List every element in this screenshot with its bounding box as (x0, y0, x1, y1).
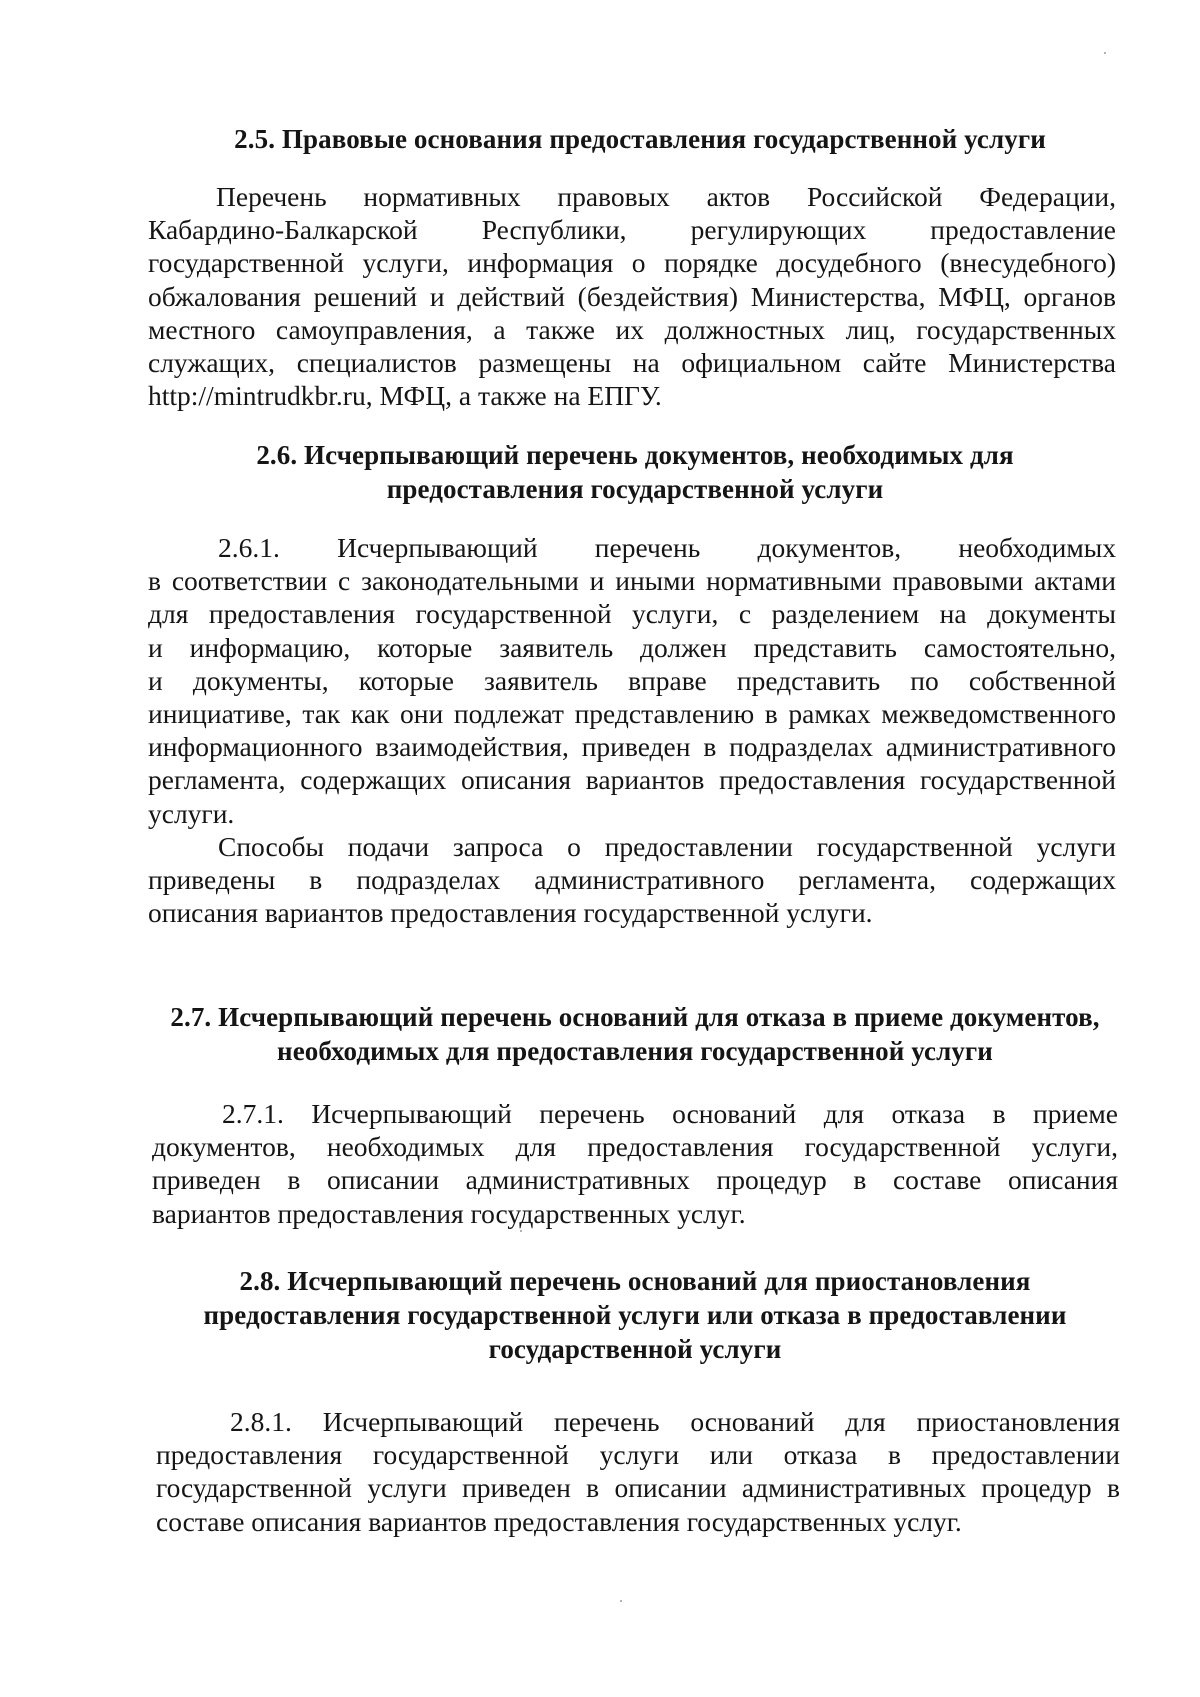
section-2-8-heading (180, 1264, 1090, 1366)
scan-speck (620, 1600, 622, 1602)
paragraph-line: инициативе, так как они подлежат представлению в рамках межведомственного (148, 698, 1116, 730)
paragraph-line: и информацию, которые заявитель должен представить самостоятельно, (148, 631, 1116, 663)
paragraph-line: местного самоуправления, а также их должностных лиц, государственных (148, 313, 1116, 345)
paragraph-line: 2.7.1. Исчерпывающий перечень оснований для отказа в приеме (222, 1098, 1118, 1129)
paragraph-line: и документы, которые заявитель вправе представить по собственной (148, 664, 1116, 696)
paragraph-line: информационного взаимодействия, приведен в подразделах административного (148, 731, 1116, 763)
paragraph-line: обжалования решений и действий (бездействия) Министерства, МФЦ, органов (148, 280, 1116, 312)
paragraph-line: Перечень нормативных правовых актов Российской Федерации, (216, 181, 1116, 212)
section-2-7-paragraph (152, 1097, 1118, 1230)
section-2-6-paragraph-2 (148, 830, 1116, 930)
paragraph-line: документов, необходимых для предоставления государственной услуги, (152, 1131, 1118, 1163)
scan-speck (520, 1230, 522, 1232)
heading-line: необходимых для предоставления государственной услуги (277, 1036, 993, 1066)
section-2-6-heading (180, 438, 1090, 506)
paragraph-line: государственной услуги, информация о порядке досудебного (внесудебного) (148, 247, 1116, 279)
paragraph-line: служащих, специалистов размещены на официальном сайте Министерства (148, 347, 1116, 379)
heading-line: государственной услуги (488, 1334, 782, 1364)
paragraph-line: приведены в подразделах административного регламента, содержащих (148, 864, 1116, 896)
heading-line: предоставления государственной услуги (386, 474, 884, 504)
paragraph-line: вариантов предоставления государственных услуг. (152, 1197, 746, 1229)
paragraph-line: для предоставления государственной услуги, с разделением на документы (148, 598, 1116, 630)
section-2-5-heading (180, 122, 1100, 156)
paragraph-line: описания вариантов предоставления государственной услуги. (148, 897, 873, 929)
paragraph-line: услуги. (148, 797, 235, 829)
heading-line: предоставления государственной услуги или отказа в предоставлении (203, 1300, 1067, 1330)
paragraph-line: в соответствии с законодательными и иными нормативными правовыми актами (148, 565, 1116, 597)
paragraph-line: регламента, содержащих описания вариантов предоставления государственной (148, 764, 1116, 796)
paragraph-line: 2.8.1. Исчерпывающий перечень оснований для приостановления (230, 1406, 1120, 1437)
paragraph-line: предоставления государственной услуги или отказа в предоставлении (156, 1439, 1120, 1471)
heading-line: 2.5. Правовые основания предоставления государственной услуги (234, 124, 1046, 154)
heading-line: 2.6. Исчерпывающий перечень документов, необходимых для (256, 440, 1014, 470)
paragraph-line: Способы подачи запроса о предоставлении государственной услуги (218, 831, 1116, 862)
heading-line: 2.7. Исчерпывающий перечень оснований для отказа в приеме документов, (170, 1002, 1100, 1032)
section-2-7-heading (150, 1000, 1120, 1068)
paragraph-line: 2.6.1. Исчерпывающий перечень документов, необходимых (218, 532, 1116, 563)
paragraph-line: составе описания вариантов предоставления государственных услуг. (156, 1505, 962, 1537)
heading-line: 2.8. Исчерпывающий перечень оснований для приостановления (239, 1266, 1031, 1296)
section-2-6-paragraph-1 (148, 531, 1116, 830)
paragraph-line: приведен в описании административных процедур в составе описания (152, 1164, 1118, 1196)
paragraph-line: http://mintrudkbr.ru, МФЦ, а также на ЕПГУ. (148, 380, 662, 412)
section-2-5-paragraph (148, 180, 1116, 412)
paragraph-line: государственной услуги приведен в описании административных процедур в (156, 1472, 1120, 1504)
paragraph-line: Кабардино-Балкарской Республики, регулирующих предоставление (148, 214, 1116, 246)
section-2-8-paragraph (156, 1405, 1120, 1538)
scan-speck (1104, 52, 1106, 54)
